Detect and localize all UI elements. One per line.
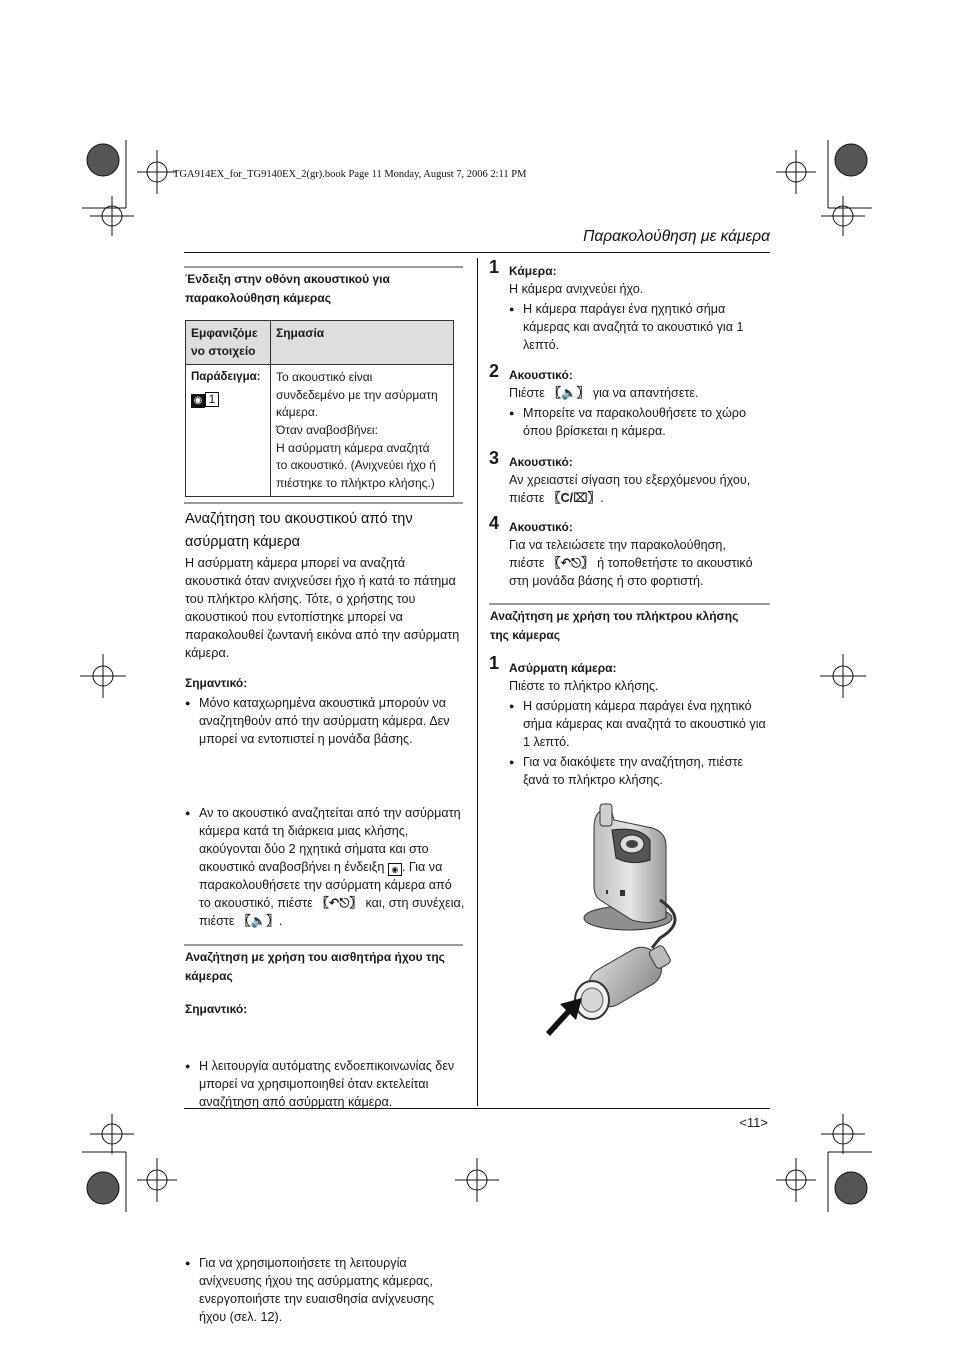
- header-rule: [184, 252, 770, 253]
- step-number: 4: [489, 513, 500, 533]
- table-header-meaning: Σημασία: [271, 321, 454, 365]
- list-item: ● Η κάμερα παράγει ένα ηχητικό σήμα κάμερας και αναζητά το ακουστικό για 1 λεπτό.: [509, 300, 771, 354]
- section-rule: [489, 603, 770, 605]
- step-4: Ακουστικό: Για να τελειώσετε την παρακολούθηση, πιέστε 〖↶⎋〗 ή τοποθετήστε το ακουστικό στη μονάδα βάσης ή στο φορτιστή.: [509, 520, 753, 588]
- section-title-call-key: Αναζήτηση με χρήση του πλήκτρου κλήσης της κάμερας: [490, 609, 739, 642]
- section-title-search-handset: Αναζήτηση του ακουστικού από την ασύρματη κάμερα: [185, 511, 413, 550]
- step-2: Ακουστικό: Πιέστε 〖🔈〗 για να απαντήσετε. ● Μπορείτε να παρακολουθήσετε το χώρο όπου βρίσκεται η κάμερα.: [509, 366, 771, 440]
- step-3: Ακουστικό: Αν χρειαστεί σίγαση του εξερχόμενου ήχου, πιέστε 〖C/⌧〗.: [509, 455, 751, 505]
- page-number: <11>: [739, 1115, 768, 1130]
- wireless-camera-illustration: [540, 800, 700, 1040]
- step-number: 3: [489, 448, 500, 468]
- camera-icon: ◉: [388, 863, 402, 876]
- speaker-key-icon: 〖🔈〗: [548, 386, 590, 400]
- table-header-item: Εμφανιζόμε νο στοιχείο: [186, 321, 271, 365]
- list-item: ● Η λειτουργία αυτόματης ενδοεπικοινωνίας δεν μπορεί να χρησιμοποιηθεί όταν εκτελείται αναζήτηση από ασύρματη κάμερα.: [185, 1057, 484, 1111]
- step-number: 1: [489, 653, 500, 673]
- table-row: [186, 365, 454, 497]
- list-item: ● Η ασύρματη κάμερα παράγει ένα ηχητικό σήμα κάμερας και αναζητά το ακουστικό για 1 λεπτό.: [509, 697, 771, 751]
- section-rule: [184, 266, 463, 268]
- important-label: Σημαντικό:: [185, 676, 248, 690]
- list-item: ● Μπορείτε να παρακολουθήσετε το χώρο όπου βρίσκεται η κάμερα.: [509, 404, 771, 440]
- list-item: ● Για να χρησιμοποιήσετε τη λειτουργία ανίχνευσης ήχου της ασύρματης κάμερας, ενεργοποιήστε την ευαισθησία ανίχνευσης ήχου (σελ. 12).: [185, 1254, 484, 1326]
- page-header-title: Παρακολούθηση με κάμερα: [583, 228, 770, 245]
- list-item: ● Μόνο καταχωρημένα ακουστικά μπορούν να αναζητηθούν από την ασύρματη κάμερα. Δεν μπορεί να εντοπιστεί η μονάδα βάσης.: [185, 694, 484, 748]
- clear-mute-key-icon: 〖C/⌧〗: [547, 491, 601, 505]
- table-cell-meaning: Το ακουστικό είναι συνδεδεμένο με την ασύρματη κάμερα. Όταν αναβοσβήνει: Η ασύρματη κάμερα αναζητά το ακουστικό. (Ανιχνεύει ήχο ή πιέστηκε το πλήκτρο κλήσης.): [271, 365, 454, 497]
- section-title-display-indicator: Ένδειξη στην οθόνη ακουστικού για παρακολούθηση κάμερας: [185, 272, 390, 305]
- print-slug: TGA914EX_for_TG9140EX_2(gr).book Page 11 Monday, August 7, 2006 2:11 PM: [173, 169, 527, 180]
- column-divider: [477, 258, 478, 1106]
- camera-indicator-icon: ◉ 1: [191, 389, 265, 408]
- indicator-table: [185, 320, 454, 497]
- off-key-icon: 〖↶⎋〗: [547, 556, 594, 570]
- off-key-icon: 〖↶⎋〗: [316, 896, 362, 910]
- list-item: ● Για να διακόψετε την αναζήτηση, πιέστε ξανά το πλήκτρο κλήσης.: [509, 753, 771, 789]
- step-number: 1: [489, 257, 500, 277]
- step-call-key-1: Ασύρματη κάμερα: Πιέστε το πλήκτρο κλήσης. ● Η ασύρματη κάμερα παράγει ένα ηχητικό σήμα κάμερας και αναζητά το ακουστικό για 1 λεπτό. ● Για να διακόψετε την αναζήτηση, πιέστε ξανά το πλήκτρο κλήσης.: [509, 659, 771, 789]
- section-title-sound-sensor: Αναζήτηση με χρήση του αισθητήρα ήχου της κάμερας: [185, 950, 445, 983]
- section-rule: [184, 944, 463, 946]
- speaker-key-icon: 〖🔈〗: [237, 914, 279, 928]
- important-label: Σημαντικό:: [185, 1002, 248, 1016]
- step-1: Κάμερα: Η κάμερα ανιχνεύει ήχο. ● Η κάμερα παράγει ένα ηχητικό σήμα κάμερας και αναζητά το ακουστικό για 1 λεπτό.: [509, 262, 771, 354]
- table-cell-example: Παράδειγμα: ◉ 1: [186, 365, 271, 497]
- section-rule: [184, 502, 463, 504]
- step-number: 2: [489, 361, 500, 381]
- list-item: ● Αν το ακουστικό αναζητείται από την ασύρματη κάμερα κατά τη διάρκεια μιας κλήσης, ακούγονται δύο 2 ηχητικά σήματα και στο ακουστικό αναβοσβήνει η ένδειξη ◉ . Για να παρακολουθήσετε την ασύρματη κάμερα από το ακουστικό, πιέστε 〖↶⎋〗 και, στη συνέχεια, πιέστε 〖🔈〗.: [185, 804, 484, 930]
- section-body-search-handset: Η ασύρματη κάμερα μπορεί να αναζητά ακουστικά όταν ανιχνεύσει ήχο ή κατά το πάτημα του πλήκτρο κλήσης. Τότε, ο χρήστης του ακουστικού που εντοπίστηκε μπορεί να παρακολουθεί ζωντανή εικόνα από την ασύρματη κάμερα.: [185, 556, 460, 660]
- table-header-row: [186, 321, 454, 365]
